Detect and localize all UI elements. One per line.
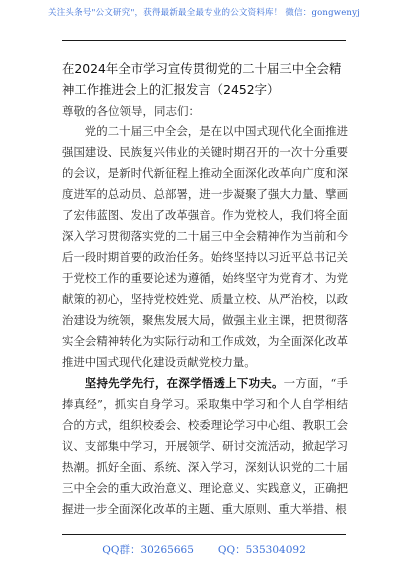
- paragraph-2-body-text: 一方面，“手捧真经”，抓实自身学习。采取集中学习和个人自学相结合的方式，组织校委会、校委理论学习中心组、教职工会议、支部集中学习，开展领学、研讨交流活动，掀起学习热潮。抓好全面、系统、深入学习，深刻认识党的二十届三中全会的重大政治意义、理论意义、实践意义，正确把握进一步全面深化改革的主题、重大原则、重大举措、根: [62, 376, 348, 516]
- top-promo-banner: 关注头条号"公文研究"，获得最新最全最专业的公文资料库！ 微信：gongwenyj: [48, 8, 360, 18]
- document-title: 在2024年全市学习宣传贯彻党的二十届三中全会精神工作推进会上的汇报发言（2452字）: [62, 61, 342, 97]
- contact-footer: [0, 542, 408, 557]
- qq-group-number: QQ群：30265665: [102, 544, 194, 556]
- qq-number: QQ：535304092: [217, 544, 306, 556]
- body-paragraph-1: 党的二十届三中全会，是在以中国式现代化全面推进强国建设、民族复兴伟业的关键时期召开的一次十分重要的会议，是新时代新征程上推动全面深化改革向广度和深度进军的总动员、总部署，进一步凝聚了强大力量、擘画了宏伟蓝图、发出了改革强音。作为党校人，我们将全面深入学习贯彻落实党的二十届三中全会精神作为当前和今后一段时期首要的政治任务。始终坚持以习近平总书记关于党校工作的重要论述为遵循，始终坚守为党育才、为党献策的初心，坚持党校姓党、质量立校、从严治校，以政治建设为统领，聚焦发展大局，做强主业主课，把贯彻落实全会精神转化为实际行动和工作成效，为全面深化改革推进中国式现代化建设贡献党校力量。: [62, 124, 348, 369]
- header-divider: [62, 40, 346, 41]
- greeting-line: 尊敬的各位领导，同志们：: [62, 104, 200, 118]
- paragraph-2-lead-heading: 坚持先学先行，在深学悟透上下功夫。: [84, 376, 284, 390]
- footer-divider: [62, 534, 346, 535]
- body-paragraph-2: [62, 373, 348, 520]
